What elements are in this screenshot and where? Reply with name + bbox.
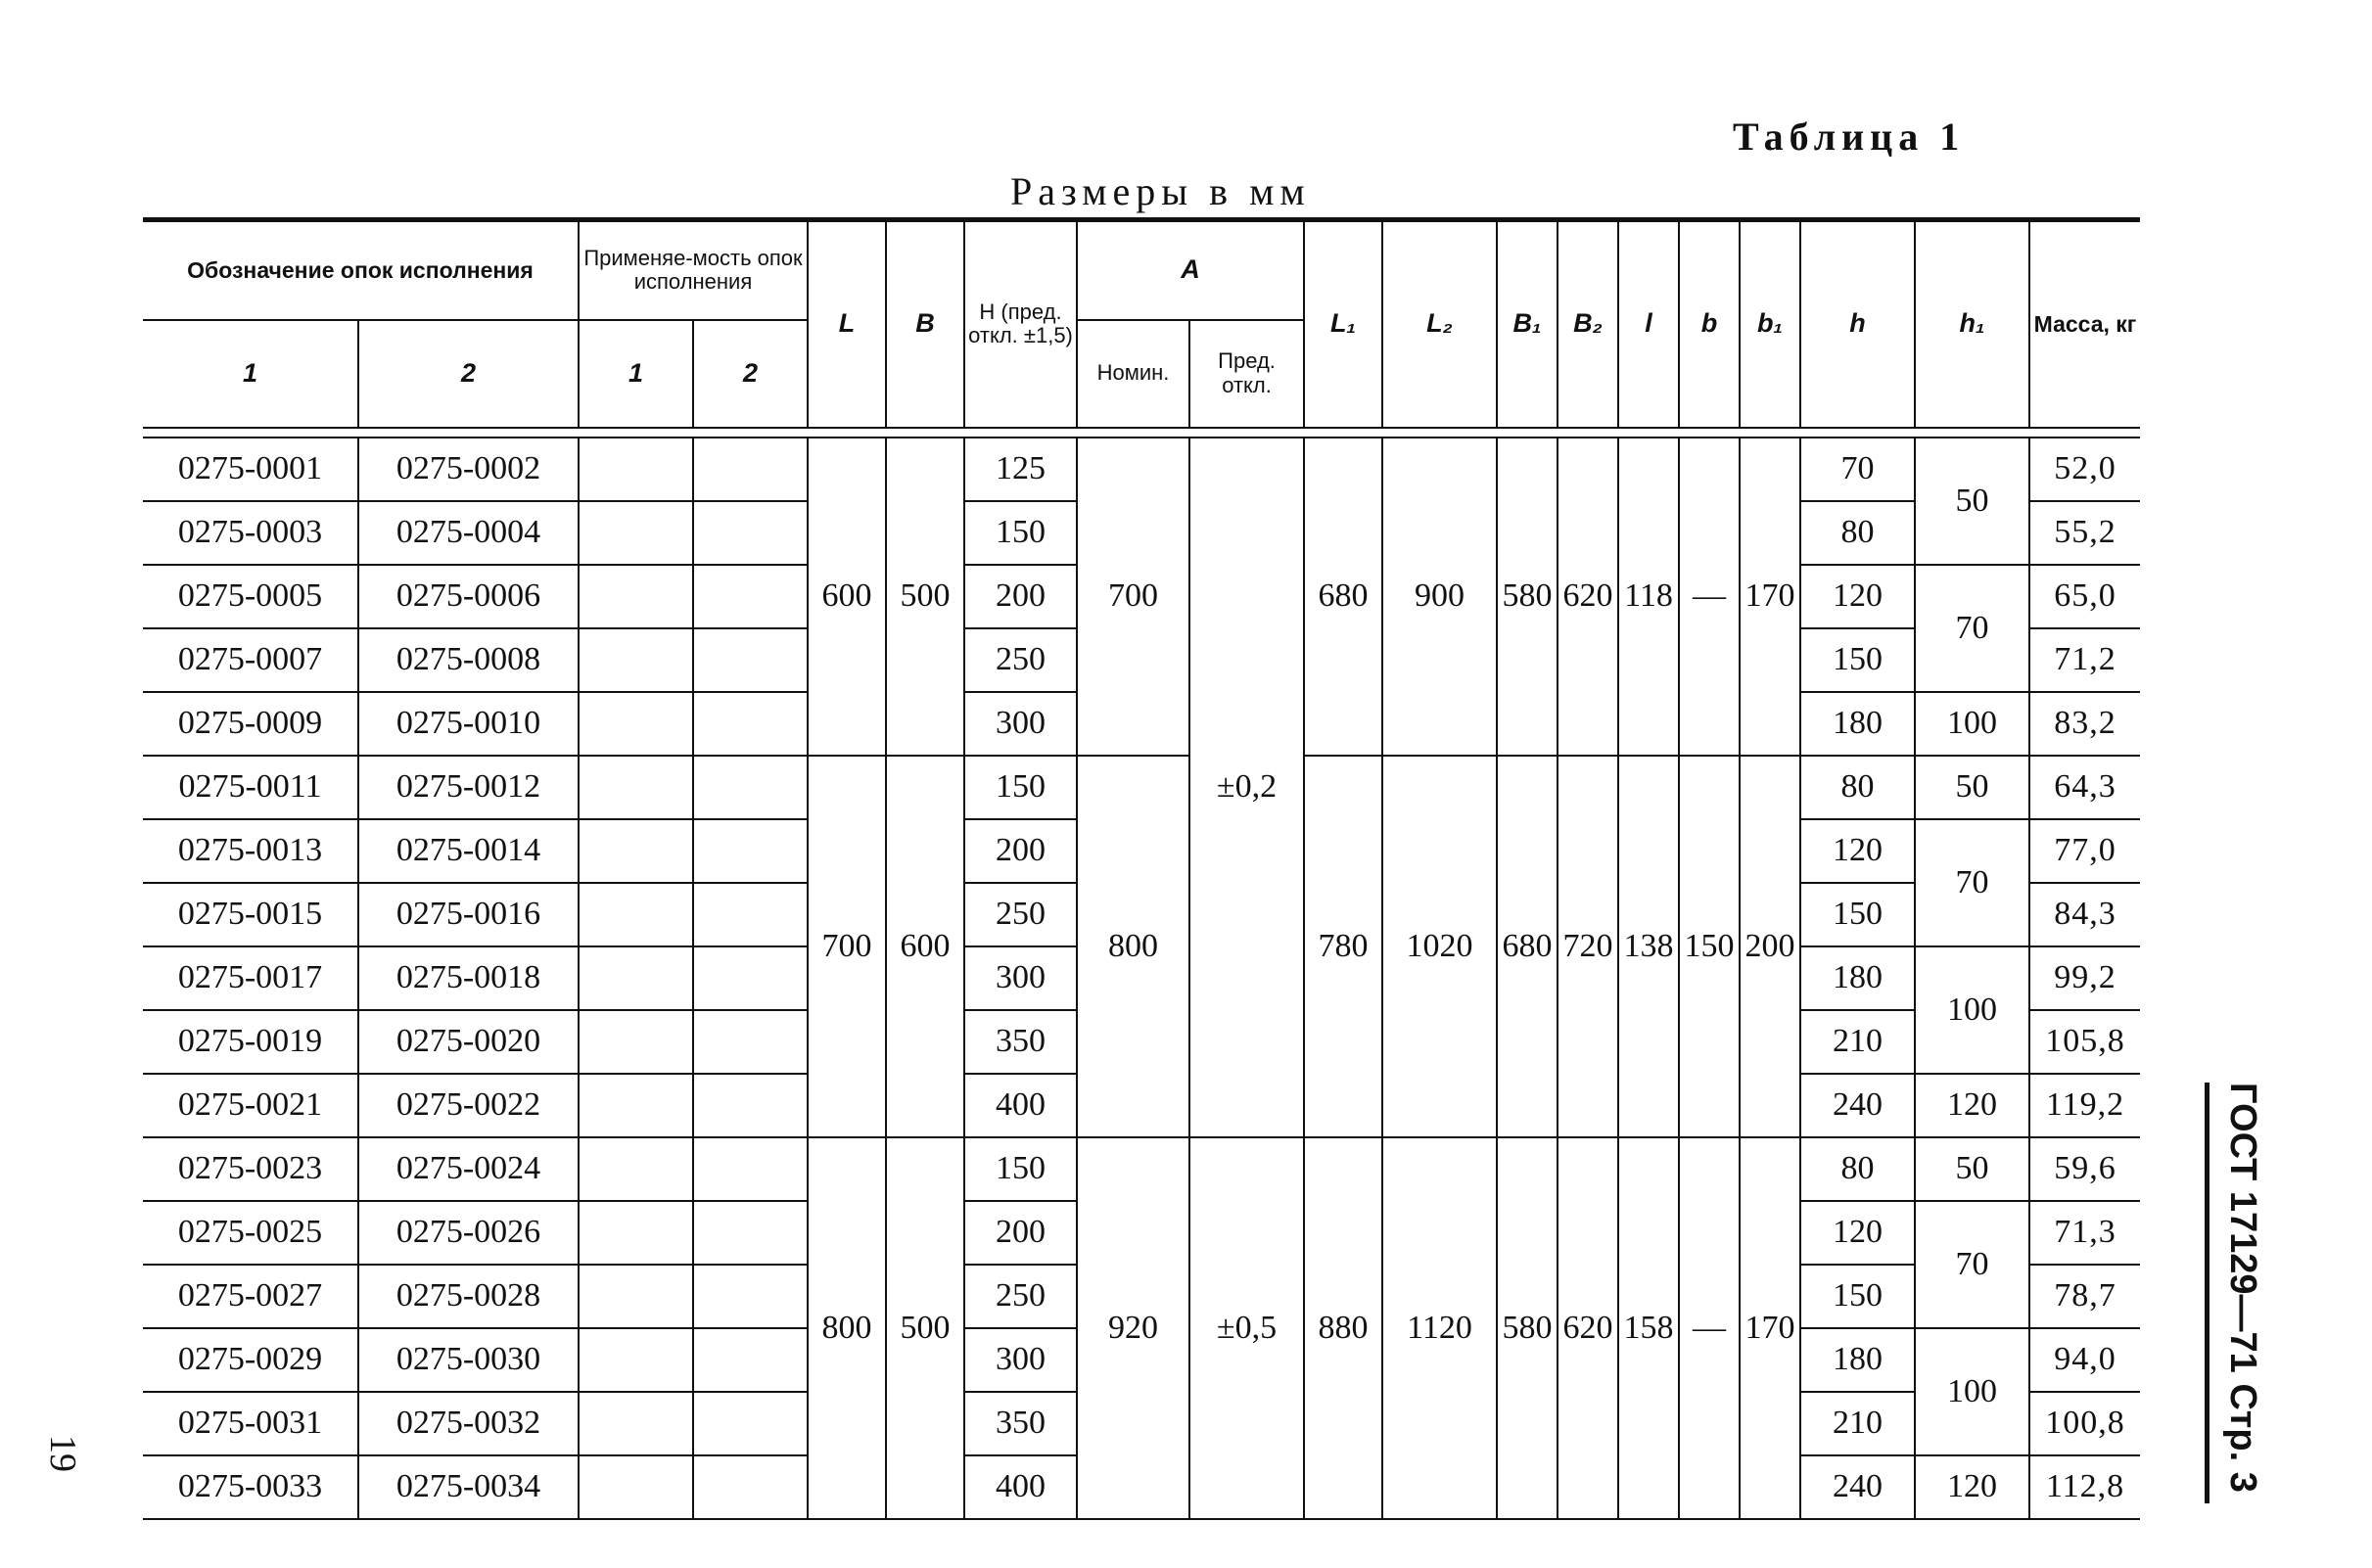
- l-value: 118: [1618, 438, 1679, 756]
- h-value: 210: [1800, 1010, 1915, 1074]
- applicability-1: [579, 1074, 693, 1137]
- mass-value: 100,8: [2029, 1392, 2140, 1455]
- designation-1: 0275-0001: [143, 438, 358, 501]
- applicability-1: [579, 1455, 693, 1519]
- designation-2: 0275-0020: [358, 1010, 579, 1074]
- applicability-2: [693, 1265, 808, 1328]
- designation-2: 0275-0008: [358, 628, 579, 692]
- designation-1: 0275-0027: [143, 1265, 358, 1328]
- B-value: 500: [886, 1137, 964, 1519]
- L1-value: 880: [1304, 1137, 1382, 1519]
- exec2-header: 2: [358, 320, 579, 428]
- h1-value: 70: [1915, 565, 2029, 692]
- H-value: 125: [964, 438, 1077, 501]
- designation-1: 0275-0011: [143, 756, 358, 819]
- table-title: Таблица 1: [1733, 115, 1966, 159]
- designation-1: 0275-0031: [143, 1392, 358, 1455]
- applicability-1: [579, 1201, 693, 1265]
- H-value: 150: [964, 501, 1077, 565]
- applicability-2: [693, 1455, 808, 1519]
- mass-value: 119,2: [2029, 1074, 2140, 1137]
- b1-value: 200: [1740, 756, 1800, 1137]
- designation-1: 0275-0033: [143, 1455, 358, 1519]
- mass-value: 112,8: [2029, 1455, 2140, 1519]
- designation-2: 0275-0002: [358, 438, 579, 501]
- H-value: 400: [964, 1455, 1077, 1519]
- designation-2: 0275-0022: [358, 1074, 579, 1137]
- H-value: 250: [964, 1265, 1077, 1328]
- applicability-1: [579, 819, 693, 883]
- table-row: [143, 438, 2140, 501]
- h-value: 240: [1800, 1455, 1915, 1519]
- H-value: 300: [964, 1328, 1077, 1392]
- applicability-2: [693, 1392, 808, 1455]
- H-value: 250: [964, 883, 1077, 946]
- designation-1: 0275-0029: [143, 1328, 358, 1392]
- H-value: 300: [964, 692, 1077, 756]
- h-value: 120: [1800, 819, 1915, 883]
- applicability-2: [693, 438, 808, 501]
- h1-value: 100: [1915, 1328, 2029, 1455]
- designation-2: 0275-0018: [358, 946, 579, 1010]
- mass-value: 52,0: [2029, 438, 2140, 501]
- designation-2: 0275-0030: [358, 1328, 579, 1392]
- H-value: 350: [964, 1392, 1077, 1455]
- units-caption: Размеры в мм: [1010, 169, 1311, 213]
- B1-value: 580: [1497, 1137, 1558, 1519]
- h-value: 210: [1800, 1392, 1915, 1455]
- designation-2: 0275-0028: [358, 1265, 579, 1328]
- L2-value: 900: [1382, 438, 1497, 756]
- A-nominal-value: 700: [1077, 438, 1189, 756]
- h1-value: 70: [1915, 819, 2029, 946]
- b-value: —: [1679, 438, 1740, 756]
- applicability-2: [693, 1137, 808, 1201]
- L-value: 800: [808, 1137, 886, 1519]
- designation-1: 0275-0017: [143, 946, 358, 1010]
- l-header: l: [1618, 220, 1679, 428]
- h1-value: 120: [1915, 1455, 2029, 1519]
- applicability-2: [693, 501, 808, 565]
- B-value: 500: [886, 438, 964, 756]
- A-deviation-header: Пред. откл.: [1189, 320, 1304, 428]
- applicability-2: [693, 1010, 808, 1074]
- H-value: 350: [964, 1010, 1077, 1074]
- L2-value: 1020: [1382, 756, 1497, 1137]
- h1-value: 50: [1915, 756, 2029, 819]
- mass-value: 55,2: [2029, 501, 2140, 565]
- b1-header: b₁: [1740, 220, 1800, 428]
- b-value: 150: [1679, 756, 1740, 1137]
- H-value: 200: [964, 1201, 1077, 1265]
- L1-value: 680: [1304, 438, 1382, 756]
- H-value: 150: [964, 1137, 1077, 1201]
- applicability-1: [579, 946, 693, 1010]
- A-header: A: [1077, 220, 1304, 320]
- table-row: [143, 1137, 2140, 1201]
- applicability-1: [579, 692, 693, 756]
- designation-2: 0275-0026: [358, 1201, 579, 1265]
- h-value: 70: [1800, 438, 1915, 501]
- B2-value: 620: [1558, 1137, 1618, 1519]
- page-number: 19: [42, 1435, 83, 1472]
- designation-1: 0275-0009: [143, 692, 358, 756]
- applicability-2: [693, 1328, 808, 1392]
- h1-header: h₁: [1915, 220, 2029, 428]
- H-value: 300: [964, 946, 1077, 1010]
- table-row: [143, 756, 2140, 819]
- B1-value: 580: [1497, 438, 1558, 756]
- mass-value: 65,0: [2029, 565, 2140, 628]
- H-value: 150: [964, 756, 1077, 819]
- A-nominal-header: Номин.: [1077, 320, 1189, 428]
- applicability-1: [579, 883, 693, 946]
- H-header: H (пред. откл. ±1,5): [964, 220, 1077, 428]
- designation-2: 0275-0004: [358, 501, 579, 565]
- gost-sidebar: [2205, 1083, 2263, 1503]
- designation-2: 0275-0010: [358, 692, 579, 756]
- B1-value: 680: [1497, 756, 1558, 1137]
- A-nominal-value: 920: [1077, 1137, 1189, 1519]
- mass-value: 64,3: [2029, 756, 2140, 819]
- B-value: 600: [886, 756, 964, 1137]
- mass-header: Масса, кг: [2029, 220, 2140, 428]
- applicability-2: [693, 883, 808, 946]
- A-deviation-value: ±0,2: [1189, 438, 1304, 1137]
- designation-2: 0275-0014: [358, 819, 579, 883]
- h1-value: 50: [1915, 438, 2029, 565]
- designation-2: 0275-0032: [358, 1392, 579, 1455]
- L-value: 700: [808, 756, 886, 1137]
- applicability-2: [693, 565, 808, 628]
- h1-value: 100: [1915, 946, 2029, 1074]
- designation-2: 0275-0012: [358, 756, 579, 819]
- h-value: 80: [1800, 501, 1915, 565]
- L2-value: 1120: [1382, 1137, 1497, 1519]
- mass-value: 78,7: [2029, 1265, 2140, 1328]
- designation-2: 0275-0006: [358, 565, 579, 628]
- applicability-2: [693, 692, 808, 756]
- applicability-1: [579, 1010, 693, 1074]
- h-value: 150: [1800, 1265, 1915, 1328]
- designation-2: 0275-0034: [358, 1455, 579, 1519]
- H-value: 400: [964, 1074, 1077, 1137]
- designation-2: 0275-0024: [358, 1137, 579, 1201]
- A-nominal-value: 800: [1077, 756, 1189, 1137]
- applicability-exec1-header: 1: [579, 320, 693, 428]
- h-value: 180: [1800, 692, 1915, 756]
- A-deviation-value: ±0,5: [1189, 1137, 1304, 1519]
- applicability-1: [579, 565, 693, 628]
- mass-value: 71,3: [2029, 1201, 2140, 1265]
- designation-1: 0275-0021: [143, 1074, 358, 1137]
- L-header: L: [808, 220, 886, 428]
- mass-value: 99,2: [2029, 946, 2140, 1010]
- applicability-exec2-header: 2: [693, 320, 808, 428]
- designation-1: 0275-0015: [143, 883, 358, 946]
- H-value: 250: [964, 628, 1077, 692]
- exec1-header: 1: [143, 320, 358, 428]
- designation-2: 0275-0016: [358, 883, 579, 946]
- h-header: h: [1800, 220, 1915, 428]
- B-header: B: [886, 220, 964, 428]
- B2-value: 720: [1558, 756, 1618, 1137]
- designation-1: 0275-0023: [143, 1137, 358, 1201]
- applicability-2: [693, 1201, 808, 1265]
- designation-1: 0275-0025: [143, 1201, 358, 1265]
- H-value: 200: [964, 819, 1077, 883]
- applicability-2: [693, 756, 808, 819]
- h-value: 240: [1800, 1074, 1915, 1137]
- h-value: 150: [1800, 628, 1915, 692]
- l-value: 158: [1618, 1137, 1679, 1519]
- mass-value: 71,2: [2029, 628, 2140, 692]
- designation-1: 0275-0019: [143, 1010, 358, 1074]
- B1-header: B₁: [1497, 220, 1558, 428]
- l-value: 138: [1618, 756, 1679, 1137]
- h-value: 150: [1800, 883, 1915, 946]
- h-value: 80: [1800, 756, 1915, 819]
- H-value: 200: [964, 565, 1077, 628]
- mass-value: 83,2: [2029, 692, 2140, 756]
- designation-header: Обозначение опок исполнения: [143, 220, 579, 320]
- b1-value: 170: [1740, 438, 1800, 756]
- L2-header: L₂: [1382, 220, 1497, 428]
- L1-value: 780: [1304, 756, 1382, 1137]
- applicability-1: [579, 628, 693, 692]
- applicability-2: [693, 628, 808, 692]
- h-value: 80: [1800, 1137, 1915, 1201]
- h1-value: 50: [1915, 1137, 2029, 1201]
- h-value: 120: [1800, 1201, 1915, 1265]
- applicability-2: [693, 1074, 808, 1137]
- designation-1: 0275-0013: [143, 819, 358, 883]
- applicability-1: [579, 1328, 693, 1392]
- applicability-1: [579, 1392, 693, 1455]
- h-value: 180: [1800, 1328, 1915, 1392]
- applicability-1: [579, 501, 693, 565]
- mass-value: 94,0: [2029, 1328, 2140, 1392]
- designation-1: 0275-0007: [143, 628, 358, 692]
- applicability-1: [579, 756, 693, 819]
- applicability-1: [579, 1137, 693, 1201]
- applicability-2: [693, 946, 808, 1010]
- h1-value: 120: [1915, 1074, 2029, 1137]
- B2-value: 620: [1558, 438, 1618, 756]
- h1-value: 70: [1915, 1201, 2029, 1328]
- applicability-1: [579, 1265, 693, 1328]
- designation-1: 0275-0003: [143, 501, 358, 565]
- h-value: 120: [1800, 565, 1915, 628]
- applicability-header: Применяе-мость опок исполнения: [579, 220, 808, 320]
- mass-value: 105,8: [2029, 1010, 2140, 1074]
- gost-label: ГОСТ 17129—71 Стр. 3: [2222, 1083, 2263, 1493]
- mass-value: 84,3: [2029, 883, 2140, 946]
- applicability-2: [693, 819, 808, 883]
- mass-value: 77,0: [2029, 819, 2140, 883]
- h-value: 180: [1800, 946, 1915, 1010]
- b-value: —: [1679, 1137, 1740, 1519]
- B2-header: B₂: [1558, 220, 1618, 428]
- h1-value: 100: [1915, 692, 2029, 756]
- L1-header: L₁: [1304, 220, 1382, 428]
- mass-value: 59,6: [2029, 1137, 2140, 1201]
- applicability-1: [579, 438, 693, 501]
- b1-value: 170: [1740, 1137, 1800, 1519]
- b-header: b: [1679, 220, 1740, 428]
- designation-1: 0275-0005: [143, 565, 358, 628]
- L-value: 600: [808, 438, 886, 756]
- dimensions-table: [143, 217, 2140, 1520]
